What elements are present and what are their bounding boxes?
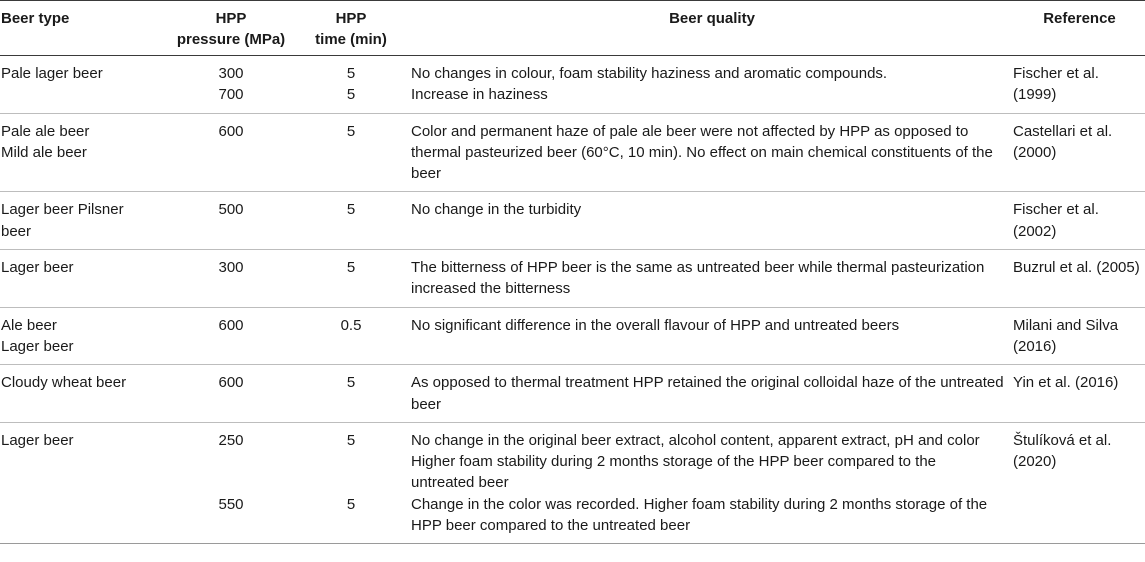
table-row — [0, 113, 1145, 192]
header-beer-quality: Beer quality — [411, 1, 1013, 56]
header-time — [291, 1, 411, 56]
beer-quality-text: No change in the original beer extract, alcohol content, apparent extract, pH and color — [411, 431, 980, 449]
time-value: 5 — [346, 431, 356, 449]
beer-quality-text: Higher foam stability during 2 months storage of the HPP beer compared to the — [411, 453, 937, 471]
beer-quality-text: beer — [411, 165, 442, 183]
header-time-line2: time (min) — [315, 31, 387, 48]
cell-time — [291, 56, 411, 114]
cell-reference — [1013, 56, 1145, 114]
beer-type-text: Pale lager beer — [1, 65, 103, 82]
cell-pressure — [171, 250, 291, 308]
reference-text: Fischer et al. (1999) — [1013, 65, 1099, 104]
cell-reference — [1013, 307, 1145, 365]
table-body — [0, 56, 1145, 544]
cell-beer-type — [0, 250, 171, 308]
time-value: 5 — [346, 86, 356, 104]
reference-text: Milani and Silva — [1013, 316, 1119, 334]
beer-quality-text: untreated beer — [411, 474, 509, 492]
spacer — [171, 394, 291, 415]
header-reference: Reference — [1013, 1, 1145, 56]
spacer — [291, 451, 411, 472]
spacer — [171, 515, 291, 536]
time-value: 5 — [346, 495, 356, 513]
beer-type-text: beer — [1, 222, 32, 240]
pressure-value: 600 — [218, 316, 244, 334]
pressure-value: 700 — [218, 86, 244, 104]
cell-pressure — [171, 113, 291, 192]
table-row — [0, 250, 1145, 308]
pressure-value: 300 — [218, 259, 244, 277]
reference-text: Buzrul et al. (2005) — [1013, 259, 1140, 277]
time-value: 5 — [346, 374, 356, 392]
header-time-line1: HPP — [335, 10, 367, 27]
beer-quality-text: Color and permanent haze of pale ale beer were not affected by HPP as opposed to — [411, 122, 969, 140]
time-value: 5 — [346, 65, 356, 82]
beer-quality-text: HPP beer compared to the untreated beer — [411, 517, 691, 535]
spacer — [171, 278, 291, 299]
cell-beer-quality — [411, 365, 1013, 423]
cell-beer-quality — [411, 56, 1013, 114]
spacer — [171, 451, 291, 472]
beer-type-text: Cloudy wheat beer — [1, 374, 127, 392]
time-value: 5 — [346, 122, 356, 140]
spacer — [171, 472, 291, 493]
pressure-value: 250 — [218, 431, 244, 449]
cell-beer-type — [0, 307, 171, 365]
time-value: 0.5 — [340, 316, 362, 334]
beer-quality-text: Increase in haziness — [411, 86, 548, 104]
cell-reference — [1013, 250, 1145, 308]
cell-beer-quality — [411, 192, 1013, 250]
cell-pressure — [171, 307, 291, 365]
cell-beer-quality — [411, 113, 1013, 192]
cell-pressure — [171, 192, 291, 250]
spacer — [291, 163, 411, 184]
beer-quality-text: No changes in colour, foam stability haziness and aromatic compounds. — [411, 65, 888, 82]
time-value: 5 — [346, 259, 356, 277]
beer-type-text: Lager beer — [1, 337, 74, 355]
beer-type-text: Lager beer Pilsner — [1, 201, 124, 219]
beer-type-text: Lager beer — [1, 259, 74, 277]
spacer — [291, 142, 411, 163]
pressure-value: 500 — [218, 201, 244, 219]
beer-type-text: Ale beer — [1, 316, 57, 334]
cell-beer-type — [0, 113, 171, 192]
beer-quality-text: No change in the turbidity — [411, 201, 582, 219]
cell-time — [291, 192, 411, 250]
beer-quality-text: thermal pasteurized beer (60°C, 10 min). No effect on main chemical constituents of the — [411, 143, 993, 161]
pressure-value: 300 — [218, 65, 244, 82]
spacer — [291, 472, 411, 493]
header-pressure — [171, 1, 291, 56]
table-row — [0, 307, 1145, 365]
cell-time — [291, 307, 411, 365]
spacer — [171, 163, 291, 184]
pressure-value: 600 — [218, 374, 244, 392]
cell-reference — [1013, 365, 1145, 423]
reference-text: Castellari et al. — [1013, 122, 1113, 140]
pressure-value: 550 — [218, 495, 244, 513]
table-row — [0, 192, 1145, 250]
time-value: 5 — [346, 201, 356, 219]
table-row — [0, 365, 1145, 423]
spacer — [291, 515, 411, 536]
cell-reference — [1013, 422, 1145, 543]
cell-beer-quality — [411, 307, 1013, 365]
cell-beer-type — [0, 56, 171, 114]
cell-time — [291, 422, 411, 543]
cell-reference — [1013, 113, 1145, 192]
cell-beer-type — [0, 192, 171, 250]
beer-type-text: Lager beer — [1, 431, 74, 449]
spacer — [291, 394, 411, 415]
header-beer-type: Beer type — [0, 1, 171, 56]
table-header — [0, 1, 1145, 56]
pressure-value: 600 — [218, 122, 244, 140]
beer-quality-text: As opposed to thermal treatment HPP retained the original colloidal haze of the untreated — [411, 374, 1004, 392]
cell-pressure — [171, 422, 291, 543]
spacer — [171, 142, 291, 163]
cell-time — [291, 365, 411, 423]
reference-text: (2000) — [1013, 143, 1057, 161]
beer-quality-text: No significant difference in the overall flavour of HPP and untreated beers — [411, 316, 900, 334]
cell-beer-quality — [411, 250, 1013, 308]
cell-reference — [1013, 192, 1145, 250]
reference-text: Štulíková et al. — [1013, 431, 1112, 449]
header-pressure-line1: HPP — [215, 10, 247, 27]
cell-beer-quality — [411, 422, 1013, 543]
reference-text: Fischer et al. (2002) — [1013, 201, 1099, 240]
beer-quality-text: Change in the color was recorded. Higher foam stability during 2 months storage of the — [411, 495, 988, 513]
table-row — [0, 56, 1145, 114]
reference-text: Yin et al. (2016) — [1013, 374, 1119, 392]
reference-text: (2020) — [1013, 453, 1057, 471]
table-row — [0, 422, 1145, 543]
header-row — [0, 1, 1145, 56]
cell-beer-type — [0, 365, 171, 423]
beer-quality-text: The bitterness of HPP beer is the same as untreated beer while thermal pasteurization — [411, 259, 985, 277]
header-pressure-line2: pressure (MPa) — [176, 31, 286, 48]
beer-type-text: Pale ale beer — [1, 122, 90, 140]
beer-type-text: Mild ale beer — [1, 143, 87, 161]
cell-pressure — [171, 365, 291, 423]
reference-text: (2016) — [1013, 337, 1057, 355]
spacer — [291, 278, 411, 299]
cell-beer-type — [0, 422, 171, 543]
cell-time — [291, 113, 411, 192]
cell-time — [291, 250, 411, 308]
beer-quality-text: increased the bitterness — [411, 280, 571, 298]
cell-pressure — [171, 56, 291, 114]
beer-quality-text: beer — [411, 395, 442, 413]
